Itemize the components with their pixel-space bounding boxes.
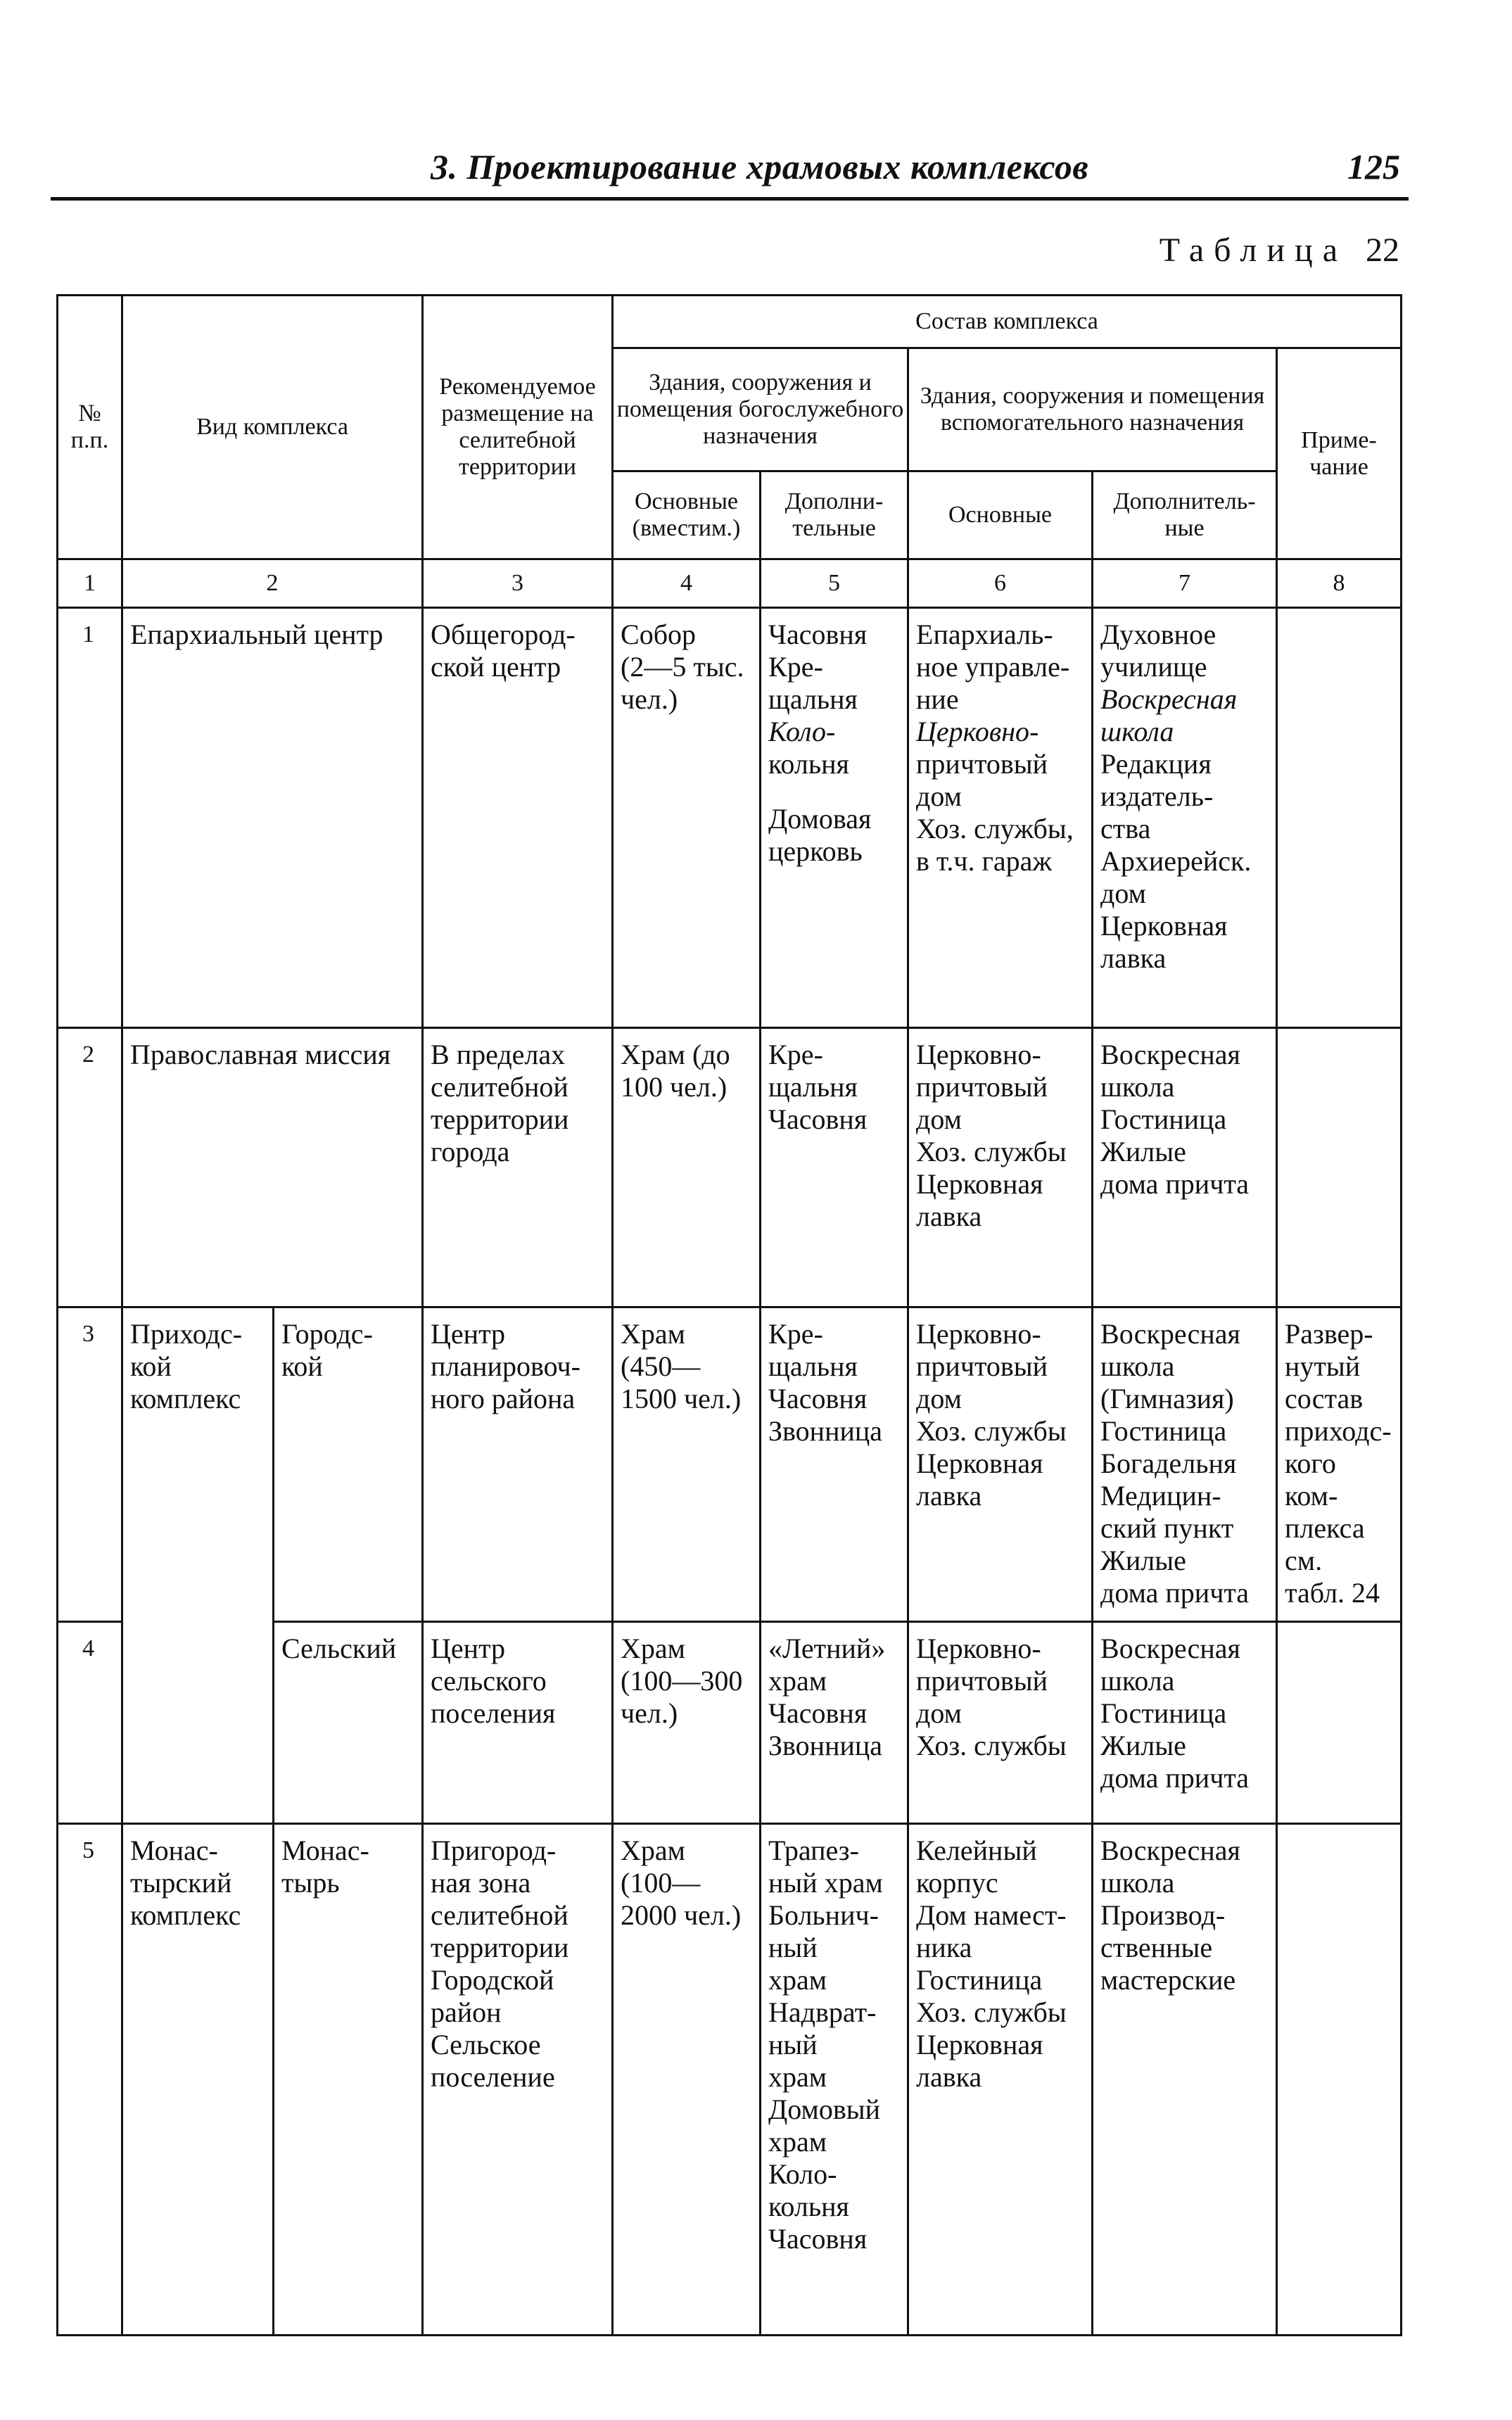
worship-main-cell bbox=[613, 1028, 761, 1307]
cell-line: 2000 чел.) bbox=[621, 1899, 742, 1931]
cell-line: школа bbox=[1100, 1071, 1175, 1103]
cell-line: район bbox=[431, 1996, 502, 2028]
cell-line: ский пункт bbox=[1100, 1512, 1234, 1544]
aux-main-cell bbox=[908, 1622, 1093, 1824]
cell-line: кой bbox=[130, 1350, 172, 1382]
note-cell bbox=[1277, 608, 1402, 1028]
cell-line: дома причта bbox=[1100, 1762, 1250, 1794]
cell-line: Гостиница bbox=[1100, 1415, 1227, 1447]
cell-line: причтовый bbox=[916, 1350, 1048, 1382]
cell-line: сельского bbox=[431, 1665, 547, 1697]
cell-line: храм bbox=[768, 2061, 827, 2093]
aux-extra-cell bbox=[1093, 1824, 1277, 2336]
cell-line: Часовня bbox=[768, 1697, 868, 1729]
placement-cell bbox=[423, 1824, 613, 2336]
worship-extra-cell bbox=[761, 1622, 908, 1824]
cell-line: ный bbox=[768, 2029, 818, 2060]
cell-line: Церковно- bbox=[916, 1318, 1041, 1350]
subkind-cell bbox=[274, 1824, 423, 2336]
cell-line: тырь bbox=[281, 1867, 340, 1899]
table-caption bbox=[1160, 231, 1399, 270]
cell-line: (450— bbox=[621, 1350, 701, 1382]
cell-line: Гостиница bbox=[1100, 1697, 1227, 1729]
row-number: 2 bbox=[58, 1028, 122, 1307]
cell-line: в т.ч. гараж bbox=[916, 845, 1053, 877]
cell-line: (100— bbox=[621, 1867, 701, 1899]
cell-line: Городской bbox=[431, 1964, 554, 1996]
cell-line: Звонница bbox=[768, 1415, 883, 1447]
header-auxiliary: Здания, сооружения и помещения вспомогательного назначения bbox=[908, 348, 1277, 471]
cell-line: Домовая bbox=[768, 803, 872, 835]
cell-line: издатель- bbox=[1100, 780, 1214, 812]
cell-line: дом bbox=[916, 1383, 962, 1414]
worship-extra-cell bbox=[761, 1307, 908, 1622]
cell-line: Пригород- bbox=[431, 1835, 557, 1866]
cell-line: Хоз. службы bbox=[916, 1996, 1067, 2028]
cell-line: Жилые bbox=[1100, 1136, 1186, 1167]
cell-line: 100 чел.) bbox=[621, 1071, 728, 1103]
subkind-cell: Сельский bbox=[274, 1622, 423, 1824]
table-row bbox=[58, 1824, 1402, 2336]
cell-line: Хоз. службы bbox=[916, 1415, 1067, 1447]
cell-line: Приходс- bbox=[130, 1318, 243, 1350]
cell-line: Богадельня bbox=[1100, 1447, 1237, 1479]
header-note: Приме-чание bbox=[1277, 348, 1402, 559]
cell-line: Центр bbox=[431, 1318, 506, 1350]
table-caption-number: 22 bbox=[1366, 232, 1399, 269]
cell-line: Гостиница bbox=[916, 1964, 1043, 1996]
aux-main-cell bbox=[908, 608, 1093, 1028]
cell-line: ное управле- bbox=[916, 651, 1070, 683]
cell-line: дом bbox=[1100, 878, 1146, 909]
row-number: 1 bbox=[58, 608, 122, 1028]
column-number: 4 bbox=[613, 559, 761, 608]
column-number: 1 bbox=[58, 559, 122, 608]
header-aux-main: Основные bbox=[908, 471, 1093, 559]
cell-line: Церковная bbox=[916, 2029, 1043, 2060]
worship-main-cell bbox=[613, 1307, 761, 1622]
cell-line: Церковно- bbox=[916, 1633, 1041, 1664]
cell-line: Воскресная bbox=[1100, 1835, 1240, 1866]
cell-line: храм bbox=[768, 1964, 827, 1996]
cell-line: Коло- bbox=[768, 716, 836, 747]
header-composition: Состав комплекса bbox=[613, 296, 1402, 348]
aux-main-cell bbox=[908, 1028, 1093, 1307]
cell-line: причтовый bbox=[916, 1665, 1048, 1697]
row-number: 5 bbox=[58, 1824, 122, 2336]
table-row bbox=[58, 608, 1402, 1028]
cell-line: Хоз. службы bbox=[916, 1730, 1067, 1761]
cell-line: приходс- bbox=[1285, 1415, 1392, 1447]
cell-line: Воскресная bbox=[1100, 683, 1238, 715]
cell-line: ного района bbox=[431, 1383, 576, 1414]
cell-line: причтовый bbox=[916, 1071, 1048, 1103]
cell-line: Келейный bbox=[916, 1835, 1037, 1866]
column-number: 7 bbox=[1093, 559, 1277, 608]
cell-line: школа bbox=[1100, 1867, 1175, 1899]
cell-line: Домовый bbox=[768, 2093, 881, 2125]
cell-line: Часовня bbox=[768, 1103, 868, 1135]
row-number: 3 bbox=[58, 1307, 122, 1622]
cell-line: Церковная bbox=[916, 1447, 1043, 1479]
cell-line: Жилые bbox=[1100, 1730, 1186, 1761]
cell-line: В пределах bbox=[431, 1039, 566, 1070]
aux-extra-cell bbox=[1093, 1028, 1277, 1307]
cell-line: Редакция bbox=[1100, 748, 1212, 780]
cell-line: кольня bbox=[768, 2191, 849, 2222]
cell-line: ние bbox=[916, 683, 959, 715]
page-number: 125 bbox=[1347, 147, 1400, 186]
placement-cell bbox=[423, 608, 613, 1028]
cell-line: кой bbox=[281, 1350, 323, 1382]
cell-line: Дом намест- bbox=[916, 1899, 1067, 1931]
running-head bbox=[51, 141, 1409, 201]
cell-line: Церковная bbox=[916, 1168, 1043, 1200]
note-cell bbox=[1277, 1824, 1402, 2336]
cell-line: Воскресная bbox=[1100, 1039, 1240, 1070]
cell-line: Монас- bbox=[130, 1835, 218, 1866]
cell-line: Центр bbox=[431, 1633, 506, 1664]
column-number: 3 bbox=[423, 559, 613, 608]
note-cell bbox=[1277, 1622, 1402, 1824]
cell-line: ственные bbox=[1100, 1932, 1213, 1963]
cell-line: ской центр bbox=[431, 651, 561, 683]
table-caption-word: Таблица bbox=[1159, 232, 1347, 269]
note-cell bbox=[1277, 1028, 1402, 1307]
chapter-title: 3. Проектирование храмовых комплексов bbox=[431, 147, 1089, 186]
header-num: № п.п. bbox=[58, 296, 122, 559]
cell-line: Коло- bbox=[768, 2158, 837, 2190]
cell-line: Надврат- bbox=[768, 1996, 877, 2028]
cell-line: ный bbox=[768, 1932, 818, 1963]
cell-line: Храм bbox=[621, 1633, 685, 1664]
column-number-row bbox=[58, 559, 1402, 608]
column-number: 6 bbox=[908, 559, 1093, 608]
cell-line: селитебной bbox=[431, 1071, 568, 1103]
cell-line: храм bbox=[768, 2126, 827, 2158]
cell-line: кольня bbox=[768, 748, 849, 780]
placement-cell bbox=[423, 1028, 613, 1307]
cell-line: кого bbox=[1285, 1447, 1336, 1479]
header-placement: Рекомендуемое размещение на селитебной территории bbox=[423, 296, 613, 559]
cell-line: школа bbox=[1100, 716, 1174, 747]
cell-line: Больнич- bbox=[768, 1899, 879, 1931]
kind-cell bbox=[122, 1824, 274, 2336]
table-row bbox=[58, 1307, 1402, 1622]
cell-line: Гостиница bbox=[1100, 1103, 1227, 1135]
table-row bbox=[58, 1028, 1402, 1307]
cell-line: Жилые bbox=[1100, 1545, 1186, 1576]
cell-line: Часовня bbox=[768, 1383, 868, 1414]
cell-line: Собор bbox=[621, 619, 697, 650]
cell-line: Развер- bbox=[1285, 1318, 1373, 1350]
cell-line: Городс- bbox=[281, 1318, 373, 1350]
cell-line: корпус bbox=[916, 1867, 998, 1899]
header-worship: Здания, сооружения и помещения богослужебного назначения bbox=[613, 348, 908, 471]
worship-main-cell bbox=[613, 1622, 761, 1824]
cell-line: Общегород- bbox=[431, 619, 576, 650]
cell-line: мастерские bbox=[1100, 1964, 1236, 1996]
cell-line: территории bbox=[431, 1932, 569, 1963]
cell-line: Храм bbox=[621, 1835, 685, 1866]
data-table bbox=[56, 294, 1402, 2336]
cell-line: щальня bbox=[768, 1071, 858, 1103]
worship-extra-cell bbox=[761, 1028, 908, 1307]
cell-line: чел.) bbox=[621, 1697, 678, 1729]
cell-line: щальня bbox=[768, 683, 858, 715]
cell-line: города bbox=[431, 1136, 510, 1167]
cell-line: территории bbox=[431, 1103, 569, 1135]
cell-line: дома причта bbox=[1100, 1168, 1250, 1200]
cell-line: ства bbox=[1100, 813, 1151, 844]
cell-line: дом bbox=[916, 1103, 962, 1135]
cell-line: Епархиаль- bbox=[916, 619, 1053, 650]
cell-line: селитебной bbox=[431, 1899, 568, 1931]
cell-line: Хоз. службы bbox=[916, 1136, 1067, 1167]
cell-line: нутый bbox=[1285, 1350, 1361, 1382]
cell-line: поселения bbox=[431, 1697, 556, 1729]
cell-line: (100—300 bbox=[621, 1665, 743, 1697]
worship-extra-cell bbox=[761, 608, 908, 1028]
cell-line: Архиерейск. bbox=[1100, 845, 1252, 877]
cell-line: лавка bbox=[1100, 942, 1167, 974]
cell-line: дом bbox=[916, 1697, 962, 1729]
cell-line: дом bbox=[916, 780, 962, 812]
cell-line: Церковно- bbox=[916, 716, 1039, 747]
header-kind: Вид комплекса bbox=[122, 296, 423, 559]
cell-line: училище bbox=[1100, 651, 1207, 683]
aux-main-cell bbox=[908, 1824, 1093, 2336]
kind-cell bbox=[122, 1307, 274, 1824]
header-worship-extra: Дополни-тельные bbox=[761, 471, 908, 559]
cell-line: комплекс bbox=[130, 1383, 241, 1414]
column-number: 2 bbox=[122, 559, 423, 608]
header-aux-extra: Дополнитель-ные bbox=[1093, 471, 1277, 559]
cell-line: табл. 24 bbox=[1285, 1577, 1380, 1609]
cell-line: «Летний» bbox=[768, 1633, 886, 1664]
cell-line: ком- bbox=[1285, 1480, 1338, 1512]
column-number: 8 bbox=[1277, 559, 1402, 608]
cell-line: Хоз. службы, bbox=[916, 813, 1074, 844]
header-row-1 bbox=[58, 296, 1402, 348]
cell-line: Духовное bbox=[1100, 619, 1216, 650]
cell-line: Храм (до bbox=[621, 1039, 730, 1070]
cell-line: Трапез- bbox=[768, 1835, 859, 1866]
cell-line: чел.) bbox=[621, 683, 678, 715]
aux-main-cell bbox=[908, 1307, 1093, 1622]
cell-line: комплекс bbox=[130, 1899, 241, 1931]
cell-line: школа bbox=[1100, 1350, 1175, 1382]
cell-line: храм bbox=[768, 1665, 827, 1697]
cell-line: 1500 чел.) bbox=[621, 1383, 742, 1414]
aux-extra-cell bbox=[1093, 1622, 1277, 1824]
cell-line: школа bbox=[1100, 1665, 1175, 1697]
cell-line: Церковная bbox=[1100, 910, 1228, 942]
cell-line: ника bbox=[916, 1932, 972, 1963]
placement-cell bbox=[423, 1307, 613, 1622]
aux-extra-cell bbox=[1093, 1307, 1277, 1622]
cell-line: Церковно- bbox=[916, 1039, 1041, 1070]
aux-extra-cell bbox=[1093, 608, 1277, 1028]
worship-main-cell bbox=[613, 1824, 761, 2336]
cell-line: ный храм bbox=[768, 1867, 883, 1899]
cell-line: дома причта bbox=[1100, 1577, 1250, 1609]
header-worship-main: Основные (вместим.) bbox=[613, 471, 761, 559]
cell-line: Звонница bbox=[768, 1730, 883, 1761]
cell-line: лавка bbox=[916, 1480, 982, 1512]
cell-line: Кре- bbox=[768, 1039, 823, 1070]
cell-line: ная зона bbox=[431, 1867, 531, 1899]
cell-line: Медицин- bbox=[1100, 1480, 1221, 1512]
cell-line: Воскресная bbox=[1100, 1318, 1240, 1350]
note-cell bbox=[1277, 1307, 1402, 1622]
cell-line: Воскресная bbox=[1100, 1633, 1240, 1664]
worship-main-cell bbox=[613, 608, 761, 1028]
worship-extra-cell bbox=[761, 1824, 908, 2336]
kind-cell: Православная миссия bbox=[122, 1028, 423, 1307]
column-number: 5 bbox=[761, 559, 908, 608]
cell-line: причтовый bbox=[916, 748, 1048, 780]
cell-line: лавка bbox=[916, 1201, 982, 1232]
cell-line: церковь bbox=[768, 835, 863, 867]
cell-line: Часовня bbox=[768, 619, 868, 650]
cell-line: состав bbox=[1285, 1383, 1364, 1414]
cell-line: (Гимназия) bbox=[1100, 1383, 1234, 1414]
cell-line: тырский bbox=[130, 1867, 232, 1899]
cell-line: Производ- bbox=[1100, 1899, 1226, 1931]
cell-line: Кре- bbox=[768, 651, 823, 683]
cell-line: плекса bbox=[1285, 1512, 1365, 1544]
cell-line: поселение bbox=[431, 2061, 555, 2093]
subkind-cell bbox=[274, 1307, 423, 1622]
cell-line: Храм bbox=[621, 1318, 685, 1350]
cell-line: Кре- bbox=[768, 1318, 823, 1350]
cell-line: Монас- bbox=[281, 1835, 369, 1866]
cell-line: лавка bbox=[916, 2061, 982, 2093]
cell-line: см. bbox=[1285, 1545, 1323, 1576]
cell-line: Часовня bbox=[768, 2223, 868, 2255]
row-number: 4 bbox=[58, 1622, 122, 1824]
cell-line: щальня bbox=[768, 1350, 858, 1382]
placement-cell bbox=[423, 1622, 613, 1824]
cell-line: Сельское bbox=[431, 2029, 541, 2060]
cell-line: планировоч- bbox=[431, 1350, 580, 1382]
kind-cell: Епархиальный центр bbox=[122, 608, 423, 1028]
cell-line: (2—5 тыс. bbox=[621, 651, 744, 683]
